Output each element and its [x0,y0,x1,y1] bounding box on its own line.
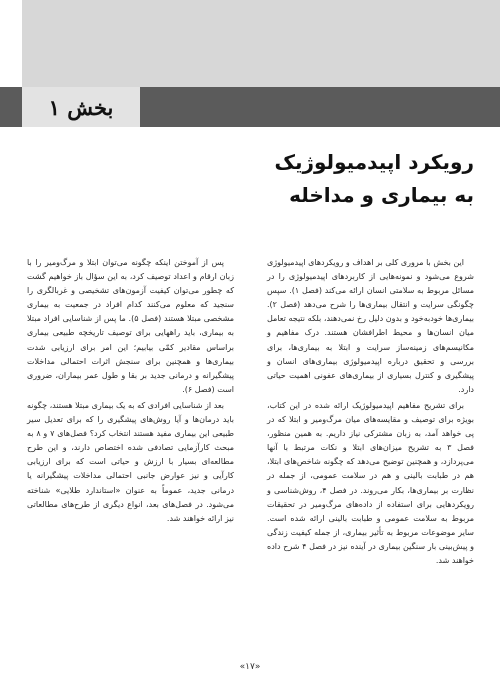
left-paragraph-2: بعد از شناسایی افرادی که به یک بیماری مبتلا هستند، چگونه باید درمان‌ها و آیا روش‌های پیشگیری را که برای تعدیل سیر طبیعی این بیماری مفید هستند انتخاب کرد؟ فصل‌های ۷ و ۸ به مبحث کارآزمایی تصادفی شده اختصاص دارند، و این طرح مطالعه‌ای بسیار با ارزش و حیاتی است که برای ارزیابی کارآیی و نیز عوارض جانبی احتمالی مداخلات پیشگیرانه یا درمانی جدید، عموماً به عنوان «استاندارد طلایی» شناخته می‌شود. در فصل‌های بعد، انواع دیگری از طرح‌های مطالعاتی نیز ارائه خواهند شد. [27,400,235,523]
chapter-title-line-2: به بیماری و مداخله [289,183,474,207]
right-paragraph-1: این بخش با مروری کلی بر اهداف و رویکردهای اپیدمیولوژی شروع می‌شود و نمونه‌هایی از کاربردهای اپیدمیولوژی را در مسائل مربوط به سلامتی انسان ارائه می‌کند (فصل ۱). سپس چگونگی سرایت و انتقال بیماری‌ها را شرح می‌دهد (فصل ۲). بیماری‌ها خودبه‌خود و بدون دلیل رخ نمی‌دهند، بلکه نتیجه تعامل میان انسان‌ها و محیط اطرافشان هستند. درک مفاهیم و مکانیسم‌های زمینه‌ساز سرایت و ابتلا به بیماری‌ها، برای بررسی و تحقیق درباره اپیدمیولوژی بیماری‌های انسان و پیشگیری و کنترل بسیاری از بیماری‌های عفونی اهمیت حیاتی دارد. [266,258,474,394]
left-paragraph-1: پس از آموختن اینکه چگونه می‌توان ابتلا و مرگ‌ومیر را با زبان ارقام و اعداد توصیف کرد، به این سؤال باز خواهیم گشت که چطور می‌توان کیفیت آزمون‌های تشخیصی و غربالگری را سنجید که معلوم می‌کنند کدام افراد در جمعیت به بیماری مشخصی مبتلا هستند (فصل ۵). ما پس از شناسایی افراد مبتلا به بیماری، باید راههایی برای توصیف تاریخچه طبیعی بیماری براساس مقادیر کمّی بیابیم؛ این امر برای ارزیابی شدت بیماری‌ها و همچنین برای سنجش اثرات احتمالی مداخلات پیشگیرانه و درمانی جدید بر بقا و طول عمر بیماران، ضروری است (فصل ۶). [27,258,234,394]
page-number: «۱۷» [239,662,261,672]
chapter-title-line-1: رویکرد اپیدمیولوژیک [274,150,474,174]
chapter-label: بخش ۱ [48,94,114,120]
right-paragraph-2: برای تشریح مفاهیم اپیدمیولوژیک ارائه شده در این کتاب، بویژه برای توصیف و مقایسه‌های میان مرگ‌ومیر و ابتلا که در پی خواهد آمد، به زبان مشترکی نیاز داریم. به همین منظور، فصل ۳ به تشریح میزان‌های ابتلا و نکات مرتبط با آنها می‌پردازد، و همچنین توضیح می‌دهد که چگونه شاخص‌های ابتلا، هم در طبابت بالینی و هم در سلامت عمومی، از جمله در نظارت بر بیماری‌ها، بکار می‌روند. در فصل ۴، روش‌شناسی و رویکردهایی برای استفاده از داده‌های مرگ‌ومیر در تحقیقات مربوط به سلامت عمومی و طبابت بالینی ارائه شده است. سایر موضوعات مربوط به تأثیر بیماری، از جمله کیفیت زندگی و پیش‌بینی بار سنگین بیماری در آینده نیز در فصل ۴ شرح داده خواهند شد. [267,400,475,565]
left-text-column [27,256,234,528]
right-text-column [267,256,474,570]
chapter-box [22,87,140,127]
